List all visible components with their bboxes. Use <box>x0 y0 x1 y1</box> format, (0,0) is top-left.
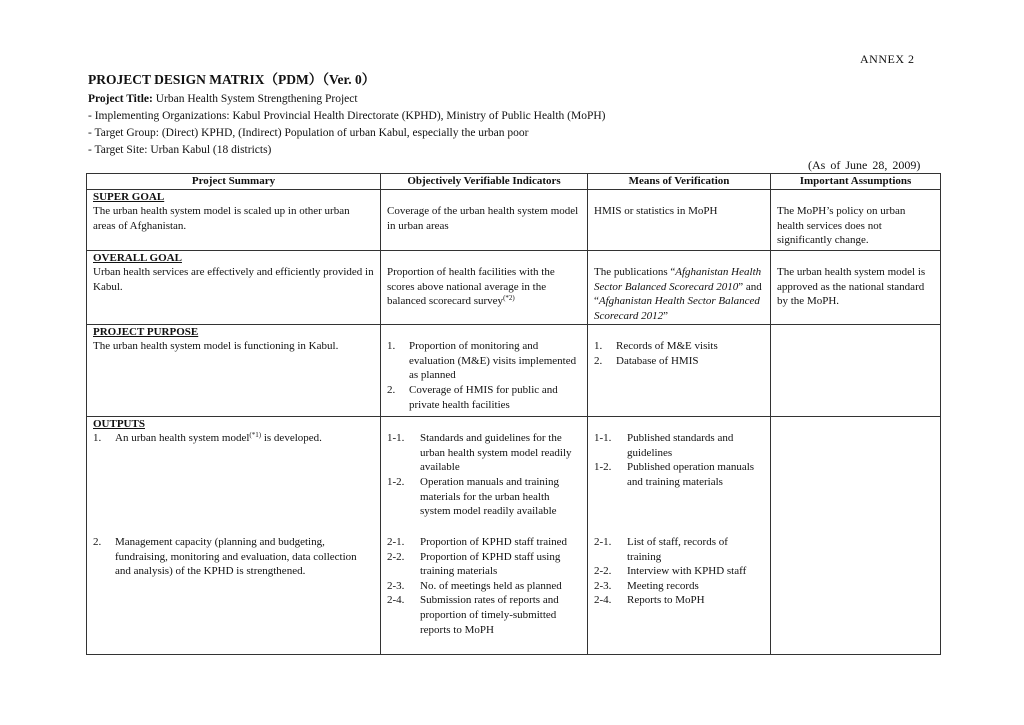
super-goal-row <box>87 189 941 250</box>
list-item <box>387 475 581 519</box>
output-1-indicator-cell <box>381 416 588 533</box>
output-2-summary-cell <box>87 533 381 654</box>
super-goal-assumption: The MoPH’s policy on urban health services does not significantly change. <box>777 205 906 247</box>
super-goal-means-cell <box>588 189 771 250</box>
item-number: 2-4. <box>387 594 405 607</box>
project-purpose-heading: PROJECT PURPOSE <box>93 325 199 338</box>
project-purpose-summary: The urban health system model is functioning in Kabul. <box>93 340 339 353</box>
output-1-text-a: An urban health system model <box>115 432 250 445</box>
overall-goal-indicator-cell <box>381 250 588 324</box>
list-item <box>93 535 374 579</box>
overall-goal-indicator <box>387 265 581 309</box>
super-goal-heading: SUPER GOAL <box>93 190 165 203</box>
overall-goal-indicator-text: Proportion of health facilities with the scores above national average in the balanced scorecard survey <box>387 266 555 308</box>
item-text: Proportion of KPHD staff using training materials <box>420 550 561 578</box>
item-text: No. of meetings held as planned <box>420 579 562 592</box>
outputs-heading: OUTPUTS <box>93 417 145 430</box>
output-1-text <box>115 431 374 446</box>
project-purpose-means-cell <box>588 324 771 416</box>
item-number: 2-2. <box>594 565 612 578</box>
overall-goal-means <box>594 265 764 323</box>
project-purpose-summary-cell <box>87 324 381 416</box>
list-item <box>594 460 764 489</box>
annex-label: ANNEX 2 <box>860 52 915 66</box>
item-number: 2-3. <box>594 579 612 592</box>
output-2-text: Management capacity (planning and budgeting, fundraising, monitoring and evaluation, data collection and analysis) of the KPHD is strengthened. <box>115 536 357 578</box>
item-number: 2-2. <box>387 550 405 563</box>
item-number: 1. <box>594 340 603 353</box>
item-text: Database of HMIS <box>616 354 699 367</box>
overall-goal-row <box>87 250 941 324</box>
item-number: 2-1. <box>387 536 405 549</box>
super-goal-assumption-cell <box>771 189 941 250</box>
publication-2010: Afghanistan Health Sector Balanced Scorecard 2010 <box>594 266 762 293</box>
project-purpose-indicator-cell <box>381 324 588 416</box>
item-text: List of staff, records of training <box>627 536 728 563</box>
table-header-row <box>87 174 941 190</box>
project-purpose-row <box>87 324 941 416</box>
item-number: 2. <box>93 536 102 549</box>
item-text: Meeting records <box>627 579 699 592</box>
item-text: Proportion of KPHD staff trained <box>420 536 568 549</box>
implementing-organizations: - Implementing Organizations: Kabul Provincial Health Directorate (KPHD), Ministry of Public Health (MoPH) <box>88 110 606 122</box>
list-item <box>594 354 764 369</box>
note-1-marker: (*1) <box>249 431 262 440</box>
output-2-assumption-cell <box>771 533 941 654</box>
overall-goal-heading: OVERALL GOAL <box>93 251 182 264</box>
item-number: 1. <box>93 432 102 445</box>
output-1-text-b: is developed. <box>261 432 322 445</box>
item-number: 1-1. <box>594 432 612 445</box>
super-goal-indicator-cell <box>381 189 588 250</box>
list-item <box>594 535 764 564</box>
list-item <box>387 431 581 475</box>
overall-goal-assumption-cell <box>771 250 941 324</box>
list-item <box>594 339 764 354</box>
target-group: - Target Group: (Direct) KPHD, (Indirect) Population of urban Kabul, especially the urban poor <box>88 127 529 139</box>
item-text: Records of M&E visits <box>616 340 718 353</box>
column-header-indicators: Objectively Verifiable Indicators <box>381 174 588 190</box>
publication-2012: Afghanistan Health Sector Balanced Scorecard 2012 <box>594 295 760 322</box>
list-item <box>387 593 581 637</box>
list-item <box>387 535 581 550</box>
overall-goal-assumption: The urban health system model is approved as the national standard by the MoPH. <box>777 266 926 308</box>
overall-goal-summary: Urban health services are effectively and efficiently provided in Kabul. <box>93 266 374 293</box>
overall-goal-summary-cell <box>87 250 381 324</box>
list-item <box>387 383 581 412</box>
item-text: Interview with KPHD staff <box>627 565 747 578</box>
project-design-matrix-table <box>86 173 941 655</box>
output-2-means-cell <box>588 533 771 654</box>
item-text: Submission rates of reports and proportion of timely-submitted reports to MoPH <box>420 594 559 636</box>
item-number: 1-1. <box>387 432 405 445</box>
project-title-value: Urban Health System Strengthening Project <box>152 93 358 105</box>
list-item <box>387 579 581 594</box>
list-item <box>594 579 764 594</box>
project-title-label: Project Title: <box>88 93 153 105</box>
item-number: 2-3. <box>387 579 405 592</box>
project-purpose-assumption-cell <box>771 324 941 416</box>
item-number: 1. <box>387 340 396 353</box>
item-number: 1-2. <box>387 475 405 488</box>
list-item <box>594 564 764 579</box>
item-text: Coverage of HMIS for public and private health facilities <box>409 383 558 411</box>
item-text: Standards and guidelines for the urban health system model readily available <box>420 432 572 474</box>
list-item <box>594 593 764 608</box>
means-text-e: ” <box>663 309 669 322</box>
item-text: Reports to MoPH <box>627 594 705 607</box>
item-number: 1-2. <box>594 461 612 474</box>
page-title: PROJECT DESIGN MATRIX（PDM）（Ver. 0） <box>88 72 376 87</box>
super-goal-indicator: Coverage of the urban health system model in urban areas <box>387 205 579 232</box>
column-header-important-assumptions: Important Assumptions <box>771 174 941 190</box>
output-2-indicator-cell <box>381 533 588 654</box>
item-number: 2. <box>387 383 396 396</box>
output-1-means-cell <box>588 416 771 533</box>
column-header-means-of-verification: Means of Verification <box>588 174 771 190</box>
item-number: 2. <box>594 354 603 367</box>
list-item <box>387 550 581 579</box>
list-item <box>387 339 581 383</box>
overall-goal-means-cell <box>588 250 771 324</box>
item-text: Operation manuals and training materials for the urban health system model readily available <box>420 475 559 518</box>
list-item <box>93 431 374 446</box>
item-text: Published standards and guidelines <box>627 432 734 459</box>
column-header-project-summary: Project Summary <box>87 174 381 190</box>
item-number: 2-4. <box>594 594 612 607</box>
super-goal-summary-cell <box>87 189 381 250</box>
note-2-marker: (*2) <box>503 294 515 303</box>
super-goal-means: HMIS or statistics in MoPH <box>594 205 718 218</box>
output-1-row <box>87 416 941 533</box>
super-goal-summary: The urban health system model is scaled up in other urban areas of Afghanistan. <box>93 205 350 232</box>
means-text-c: ” and “ <box>594 280 762 308</box>
as-of-date: (As of June 28, 2009) <box>808 158 921 172</box>
item-text: Proportion of monitoring and evaluation (M&E) visits implemented as planned <box>409 340 577 382</box>
output-2-row <box>87 533 941 654</box>
target-site: - Target Site: Urban Kabul (18 districts) <box>88 144 272 156</box>
item-number: 2-1. <box>594 536 612 549</box>
output-1-summary-cell <box>87 416 381 533</box>
means-text-a: The publications “ <box>594 266 676 279</box>
output-1-assumption-cell <box>771 416 941 533</box>
list-item <box>594 431 764 460</box>
item-text: Published operation manuals and training materials <box>627 461 755 488</box>
project-title-line <box>88 93 358 105</box>
